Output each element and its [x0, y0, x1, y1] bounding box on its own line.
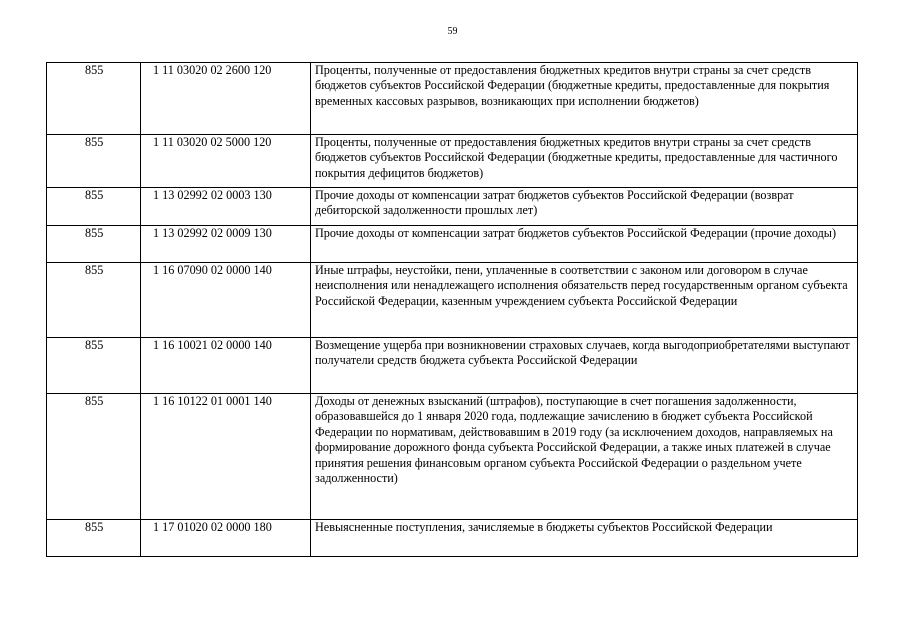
- admin-code-cell: 855: [47, 338, 141, 394]
- revenue-name-cell: Иные штрафы, неустойки, пени, уплаченные в соответствии с законом или договором в случае неисполнения или ненадлежащего исполнения обязательств перед государственным органом субъекта Российской Федерации, казенным учреждением субъекта Российской Федерации: [311, 263, 858, 338]
- kbk-code-cell: 1 16 10122 01 0001 140: [141, 394, 311, 520]
- admin-code-cell: 855: [47, 63, 141, 135]
- table-row: [47, 394, 858, 520]
- table-row: [47, 135, 858, 188]
- admin-code-cell: 855: [47, 263, 141, 338]
- kbk-code-cell: 1 16 07090 02 0000 140: [141, 263, 311, 338]
- revenue-name-cell: Невыясненные поступления, зачисляемые в бюджеты субъектов Российской Федерации: [311, 520, 858, 557]
- table-row: [47, 263, 858, 338]
- revenue-codes-table: [46, 62, 858, 557]
- table-row: [47, 520, 858, 557]
- kbk-code-cell: 1 13 02992 02 0003 130: [141, 188, 311, 226]
- kbk-code-cell: 1 17 01020 02 0000 180: [141, 520, 311, 557]
- revenue-name-cell: Проценты, полученные от предоставления бюджетных кредитов внутри страны за счет средств бюджетов субъектов Российской Федерации (бюджетные кредиты, предоставленные для покрытия временных кассовых разрывов, возникающих при исполнении бюджетов): [311, 63, 858, 135]
- kbk-code-cell: 1 16 10021 02 0000 140: [141, 338, 311, 394]
- table-row: [47, 226, 858, 263]
- admin-code-cell: 855: [47, 135, 141, 188]
- admin-code-cell: 855: [47, 520, 141, 557]
- admin-code-cell: 855: [47, 188, 141, 226]
- revenue-name-cell: Доходы от денежных взысканий (штрафов), поступающие в счет погашения задолженности, образовавшейся до 1 января 2020 года, подлежащие зачислению в бюджет субъекта Российской Федерации по нормативам, действовавшим в 2019 году (за исключением доходов, направляемых на формирование дорожного фонда субъекта Российской Федерации, а также иных платежей в случае принятия решения финансовым органом субъекта Российской Федерации о раздельном учете задолженности): [311, 394, 858, 520]
- table-row: [47, 188, 858, 226]
- admin-code-cell: 855: [47, 394, 141, 520]
- kbk-code-cell: 1 11 03020 02 2600 120: [141, 63, 311, 135]
- admin-code-cell: 855: [47, 226, 141, 263]
- revenue-name-cell: Прочие доходы от компенсации затрат бюджетов субъектов Российской Федерации (прочие доходы): [311, 226, 858, 263]
- table-row: [47, 63, 858, 135]
- revenue-name-cell: Прочие доходы от компенсации затрат бюджетов субъектов Российской Федерации (возврат дебиторской задолженности прошлых лет): [311, 188, 858, 226]
- table-row: [47, 338, 858, 394]
- page-number: 59: [447, 26, 458, 37]
- kbk-code-cell: 1 11 03020 02 5000 120: [141, 135, 311, 188]
- revenue-name-cell: Проценты, полученные от предоставления бюджетных кредитов внутри страны за счет средств бюджетов субъектов Российской Федерации (бюджетные кредиты, предоставленные для частичного покрытия дефицитов бюджетов): [311, 135, 858, 188]
- revenue-name-cell: Возмещение ущерба при возникновении страховых случаев, когда выгодоприобретателями выступают получатели средств бюджета субъекта Российской Федерации: [311, 338, 858, 394]
- kbk-code-cell: 1 13 02992 02 0009 130: [141, 226, 311, 263]
